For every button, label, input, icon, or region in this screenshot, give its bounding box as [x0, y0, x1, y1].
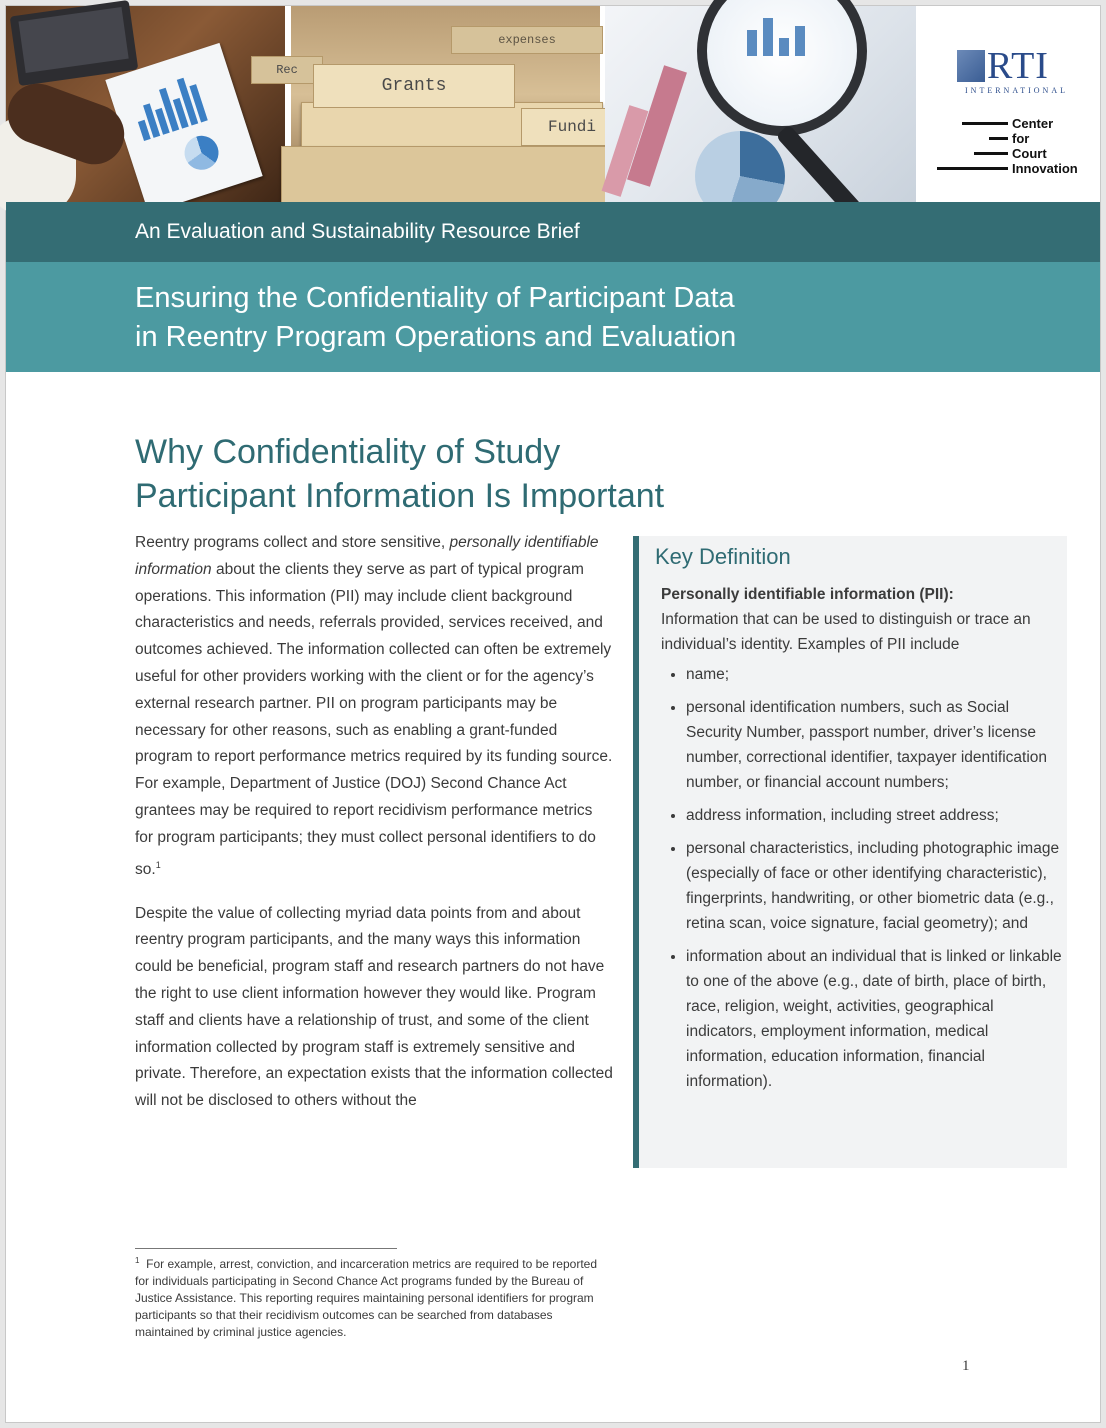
key-definition-title: Key Definition [655, 544, 791, 569]
magnifying-glass-icon [697, 0, 867, 136]
list-item: • personal identification numbers, such as Social Security Number, passport number, driver’s license number, correctional identifier, taxpayer identification number, or financial account numbers; [686, 695, 1066, 795]
folder-tab: Rec [251, 56, 323, 84]
footnote: $^1$ For example, arrest, conviction, and incarceration metrics are required to be reported for individuals participating in Second Chance Act programs funded by the Bureau of Justice Assistance. This reporting requires maintaining personal identifiers for program participants so that their recidivism outcomes can be searched from databases maintained by criminal justice agencies. [135, 1256, 598, 1339]
list-item: • personal characteristics, including photographic image (especially of face or other identifying characteristic), fingerprints, handwriting, or other biometric data (e.g., retina scan, voice signature, facial geometry); and [686, 836, 1066, 936]
folder-tab: expenses [451, 26, 603, 54]
center-for-court-innovation-logo: Center for Court Innovation [937, 116, 1097, 180]
folder-tab: Fundi [521, 108, 623, 146]
footnote-divider [135, 1248, 397, 1249]
body-text [135, 530, 613, 1132]
magnifying-glass-charts-photo [605, 6, 916, 202]
section-heading: Why Confidentiality of Study Participant Information Is Important [135, 433, 665, 515]
footnote-ref[interactable]: 1 [155, 859, 161, 870]
person-analyzing-charts-photo [6, 6, 285, 202]
paragraph-2: Despite the value of collecting myriad data points from and about reentry program participants, and the many ways this information could be beneficial, program staff and research partners do not have the right to use client information however they would like. Program staff and clients have a relationship of trust, and some of the client information collected by program staff is extremely sensitive and private. Therefore, an expectation exists that the information collected will not be disclosed to others without the [135, 904, 613, 1110]
pii-examples-list [661, 662, 1066, 1102]
logo-area: RTI INTERNATIONAL Center for Court Innovation [917, 6, 1100, 202]
rti-mark-icon [957, 50, 985, 82]
key-definition-text: Personally identifiable information (PII): Information that can be used to distinguish or trace an individual’s identity. Examples of PII include [661, 586, 1031, 653]
laptop-icon [10, 0, 139, 86]
key-definition-box [633, 536, 1067, 1168]
pie-chart-icon [180, 131, 223, 174]
list-item: • name; [686, 662, 1066, 687]
document-title: Ensuring the Confidentiality of Participant Data in Reentry Program Operations and Evaluation [135, 282, 737, 353]
file-folders-photo [276, 6, 600, 202]
list-item: • information about an individual that is linked or linkable to one of the above (e.g., date of birth, place of birth, race, religion, weight, activities, geographical indicators, employment information, medical information, education information, financial information). [686, 944, 1066, 1094]
document-page [5, 5, 1101, 1423]
page-number: 1 [962, 1358, 970, 1374]
paragraph-1: Reentry programs collect and store sensitive, personally identifiable information about the clients they serve as part of typical program operations. This information (PII) may include client background characteristics and needs, referrals provided, services received, and outcomes achieved. The information collected can often be extremely useful for other providers working with the client or for the agency’s external research partner. PII on program participants may be necessary for other reasons, such as enabling a grant-funded program to report performance metrics required by its funding source. For example, Department of Justice (DOJ) Second Chance Act grantees may be required to report recidivism performance metrics for program participants; they must collect personal identifiers to do so.$^1$ [135, 534, 613, 878]
list-item: • address information, including street address; [686, 803, 1066, 828]
header-image-strip [6, 6, 1100, 202]
folder-tab: Grants [313, 64, 515, 108]
brief-label: An Evaluation and Sustainability Resource Brief [135, 220, 580, 243]
